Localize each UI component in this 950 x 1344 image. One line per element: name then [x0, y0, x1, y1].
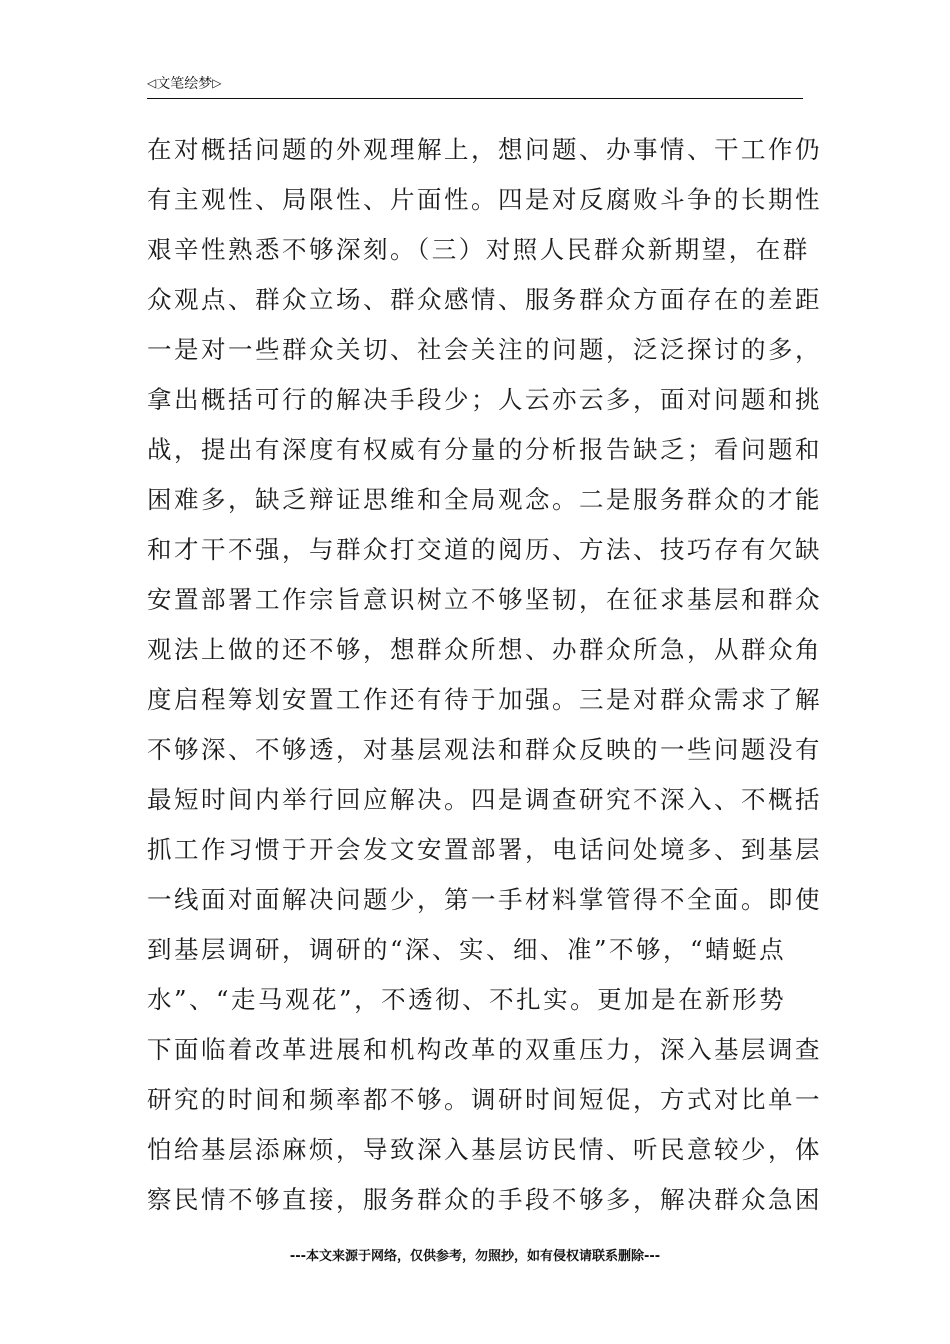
text-line: 在对概括问题的外观理解上，想问题、办事情、干工作仍	[147, 135, 822, 164]
text-line: 一线面对面解决问题少，第一手材料掌管得不全面。即使	[147, 885, 822, 914]
left-triangle-icon: ◁	[147, 76, 157, 90]
text-line: 战，提出有深度有权威有分量的分析报告缺乏；看问题和	[147, 435, 822, 464]
text-line: 有主观性、局限性、片面性。四是对反腐败斗争的长期性	[147, 185, 822, 214]
page-footer: ---本文来源于网络，仅供参考，勿照抄，如有侵权请联系删除---	[289, 1249, 661, 1264]
text-line: 抓工作习惯于开会发文安置部署，电话问处境多、到基层	[147, 835, 822, 864]
text-line: 艰辛性熟悉不够深刻。（三）对照人民群众新期望，在群	[147, 235, 810, 264]
text-line: 水”、“走马观花”，不透彻、不扎实。更加是在新形势	[147, 985, 787, 1014]
text-line: 察民情不够直接，服务群众的手段不够多，解决群众急困	[147, 1185, 822, 1214]
page-header	[147, 74, 803, 99]
text-line: 度启程筹划安置工作还有待于加强。三是对群众需求了解	[147, 685, 822, 714]
text-line: 众观点、群众立场、群众感情、服务群众方面存在的差距	[147, 285, 822, 314]
text-line: 拿出概括可行的解决手段少；人云亦云多，面对问题和挑	[147, 385, 822, 414]
text-line: 到基层调研，调研的“深、实、细、准”不够，“蜻蜓点	[147, 935, 787, 964]
text-line: 怕给基层添麻烦，导致深入基层访民情、听民意较少，体	[147, 1135, 822, 1164]
text-line: 安置部署工作宗旨意识树立不够坚韧，在征求基层和群众	[147, 585, 822, 614]
text-line: 观法上做的还不够，想群众所想、办群众所急，从群众角	[147, 635, 822, 664]
text-line: 最短时间内举行回应解决。四是调查研究不深入、不概括	[147, 785, 822, 814]
text-line: 和才干不强，与群众打交道的阅历、方法、技巧存有欠缺	[147, 535, 822, 564]
body-text	[147, 125, 822, 1225]
header-title: 文笔绘梦	[156, 76, 213, 92]
header-title-group	[147, 74, 221, 93]
text-line: 不够深、不够透，对基层观法和群众反映的一些问题没有	[147, 735, 822, 764]
text-line: 一是对一些群众关切、社会关注的问题，泛泛探讨的多，	[147, 335, 822, 364]
right-triangle-icon: ▷	[212, 76, 222, 90]
text-line: 困难多，缺乏辩证思维和全局观念。二是服务群众的才能	[147, 485, 822, 514]
text-line: 研究的时间和频率都不够。调研时间短促，方式对比单一	[147, 1085, 822, 1114]
text-line: 下面临着改革进展和机构改革的双重压力，深入基层调查	[147, 1035, 822, 1064]
